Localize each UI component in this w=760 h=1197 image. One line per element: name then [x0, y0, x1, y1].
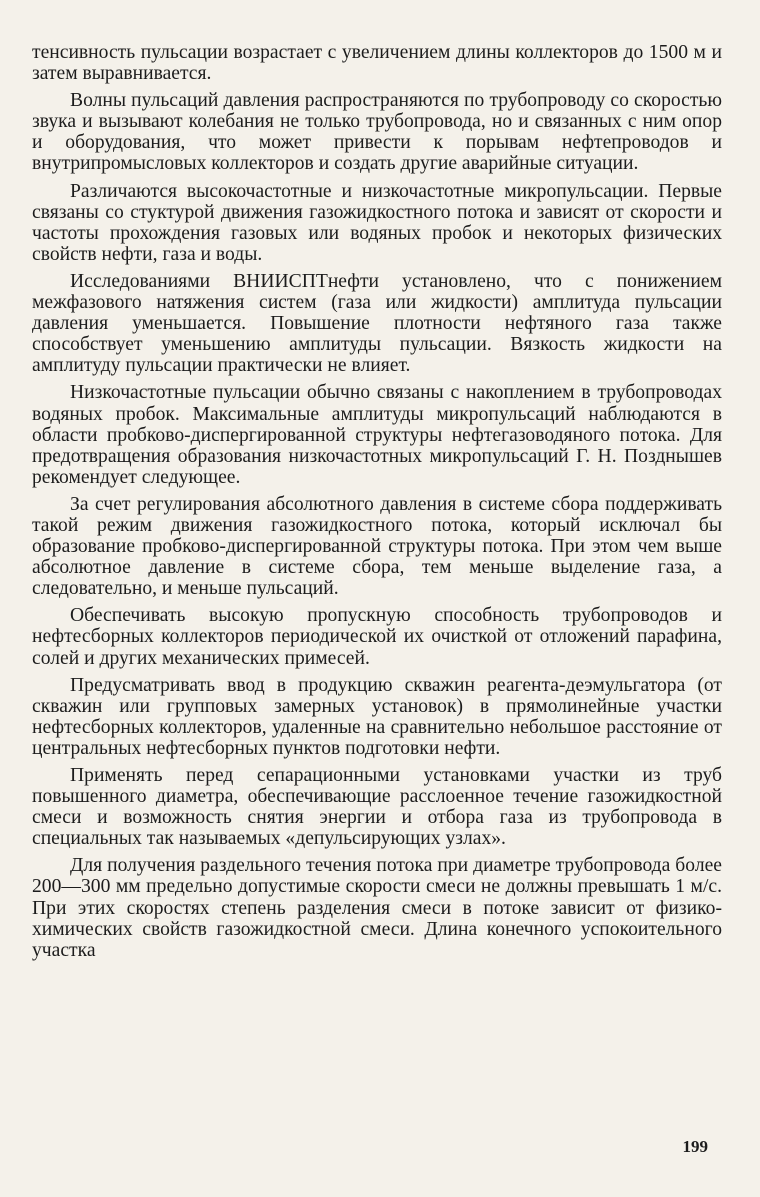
paragraph-3: Различаются высокочастотные и низкочастотные микропульсации. Первые связаны со стуктурой движения газожидкостного потока и зависят от скорости и частоты прохождения газовых или водяных пробок и некоторых физических свойств нефти, газа и воды. [32, 180, 722, 265]
page-body [32, 42, 722, 967]
paragraph-10: Для получения раздельного течения потока при диаметре трубопровода более 200—300 мм предельно допустимые скорости смеси не должны превышать 1 м/с. При этих скоростях степень разделения смеси в потоке зависит от физико-химических свойств газожидкостной смеси. Длина конечного успокоительного участка [32, 855, 722, 961]
paragraph-7: Обеспечивать высокую пропускную способность трубопроводов и нефтесборных коллекторов периодической их очисткой от отложений парафина, солей и других механических примесей. [32, 605, 722, 669]
paragraph-5: Низкочастотные пульсации обычно связаны с накоплением в трубопроводах водяных пробок. Максимальные амплитуды микропульсаций наблюдаются в области пробково-диспергированной структуры нефтегазоводяного потока. Для предотвращения образования низкочастотных микропульсаций Г. Н. Позднышев рекомендует следующее. [32, 382, 722, 488]
paragraph-2: Волны пульсаций давления распространяются по трубопроводу со скоростью звука и вызывают колебания не только трубопровода, но и связанных с ним опор и оборудования, что может привести к порывам нефтепроводов и внутрипромысловых коллекторов и создать другие аварийные ситуации. [32, 90, 722, 175]
paragraph-8: Предусматривать ввод в продукцию скважин реагента-деэмульгатора (от скважин или групповых замерных установок) в прямолинейные участки нефтесборных коллекторов, удаленные на сравнительно небольшое расстояние от центральных нефтесборных пунктов подготовки нефти. [32, 674, 722, 759]
page-number: 199 [682, 1137, 708, 1156]
paragraph-9: Применять перед сепарационными установками участки из труб повышенного диаметра, обеспечивающие расслоенное течение газожидкостной смеси и возможность снятия энергии и отбора газа из трубопровода в специальных так называемых «депульсирующих узлах». [32, 765, 722, 850]
paragraph-6: За счет регулирования абсолютного давления в системе сбора поддерживать такой режим движения газожидкостного потока, который исключал бы образование пробково-диспергированной структуры потока. При этом чем выше абсолютное давление в системе сбора, тем меньше выделение газа, а следовательно, и меньше пульсаций. [32, 493, 722, 600]
paragraph-1: тенсивность пульсации возрастает с увеличением длины коллекторов до 1500 м и затем выравнивается. [32, 42, 722, 85]
paragraph-4: Исследованиями ВНИИСПТнефти установлено, что с понижением межфазового натяжения систем (газа или жидкости) амплитуда пульсации давления уменьшается. Повышение плотности нефтяного газа также способствует уменьшению амплитуды пульсации. Вязкость жидкости на амплитуду пульсации практически не влияет. [32, 270, 722, 377]
